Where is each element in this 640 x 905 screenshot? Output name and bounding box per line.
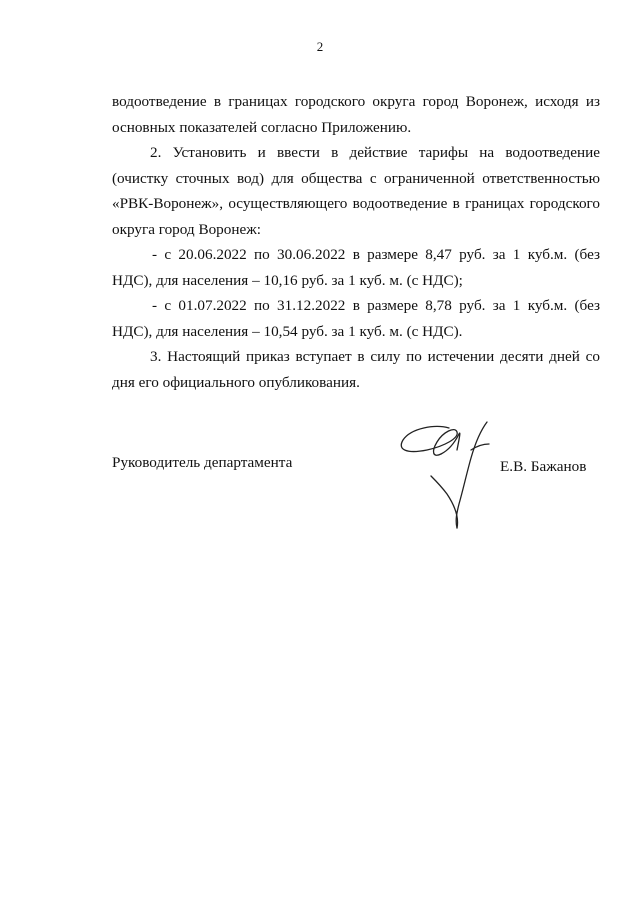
tariff-period-1: - с 20.06.2022 по 30.06.2022 в размере 8,47 руб. за 1 куб.м. (без НДС), для населения – 10,16 руб. за 1 куб. м. (с НДС); (112, 246, 600, 289)
page-number: 2 (316, 39, 324, 54)
document-body (112, 89, 600, 395)
signature-block (112, 450, 600, 540)
handwritten-signature (397, 420, 507, 535)
tariff-period-2: - с 01.07.2022 по 31.12.2022 в размере 8,78 руб. за 1 куб.м. (без НДС), для населения – 10,54 руб. за 1 куб. м. (с НДС). (112, 297, 600, 340)
signatory-title: Руководитель департамента (112, 454, 293, 471)
paragraph-continuation: водоотведение в границах городского округа город Воронеж, исходя из основных показателей согласно Приложению. (112, 93, 600, 136)
paragraph-item-3: 3. Настоящий приказ вступает в силу по истечении десяти дней со дня его официального опубликования. (112, 348, 600, 391)
signatory-name: Е.В. Бажанов (500, 458, 587, 475)
paragraph-item-2: 2. Установить и ввести в действие тарифы на водоотведение (очистку сточных вод) для общества с ограниченной ответственностью «РВК-Воронеж», осуществляющего водоотведение в границах городского округа город Воронеж: (112, 144, 600, 238)
